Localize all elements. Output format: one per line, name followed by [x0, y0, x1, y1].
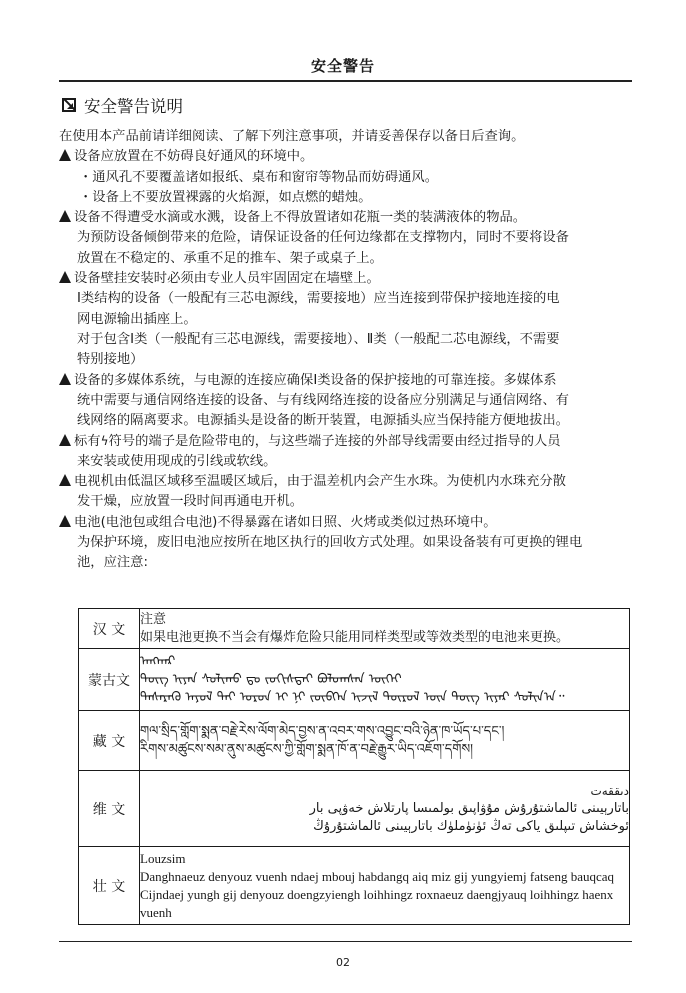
- continuation-line: 为保护环境，废旧电池应按所在地区执行的回收方式处理。如果设备装有可更换的锂电: [77, 534, 583, 550]
- language-label: 汉 文: [79, 609, 140, 649]
- table-row: [79, 711, 630, 771]
- section-title: 安全警告说明: [84, 97, 183, 116]
- continuation-line: 对于包含Ⅰ类（一般配有三芯电源线，需要接地）、Ⅱ类（一般配二芯电源线，不需要: [77, 331, 560, 347]
- warning-content: Louzsim Danghnaeuz denyouz vuenh ndaej mbouj habdangq aiq miz gij yungyiemj fatseng bauqcaq Cijndaej yungh gij denyouz doengzyiengh loihhingz roxnaeuz daengjyauq loihhingz haenx vuenh: [140, 847, 630, 925]
- continuation-line: 发干燥，应放置一段时间再通电开机。: [77, 494, 304, 510]
- warning-item: 电池(电池包或组合电池)不得暴露在诸如日照、火烤或类似过热环境中。: [59, 513, 635, 533]
- continuation-line: Ⅰ类结构的设备（一般配有三芯电源线，需要接地）应当连接到带保护接地连接的电: [77, 291, 560, 307]
- table-row: [79, 609, 630, 649]
- warning-content: གལ་སྲིད་གློག་སྨན་བརྗེ་རེས་ལོག་མེད་བྱས་ན་འབར་གས་འབྱུང་བའི་ཉེན་ཁ་ཡོད་པ་དང་། རིགས་མཚུངས་སམ་ནུས་མཚུངས་ཀྱི་གློག་སྨན་ཁོ་ན་བརྗེ་རྒྱུར་ཡིད་འཇོག་དགོས།: [140, 711, 630, 771]
- table-row: [79, 847, 630, 925]
- warning-triangle-icon: [59, 373, 71, 385]
- warning-triangle-icon: [59, 515, 71, 527]
- warning-triangle-icon: [59, 149, 71, 161]
- warning-content: ᠠᠩᠬᠠᠷ ᠲᠦᠭ ᠢᠶᠡᠨ ᠰᠣᠯᠢᠬᠤ ᠳᠤ ᠵᠣᠬᠢᠰᠲᠠᠢ ᠪᠣᠯᠤᠭᠰᠠᠨ ᠦᠭᠡᠢ ᠲᠡᠰᠡᠷᠡᠬᠦ ᠠᠶᠤᠯ ᠲᠠᠢ ᠤᠷᠤᠨ ᠢ ᠨᠢ ᠵᠥᠪᠬᠡᠨ ᠢᠵᠢᠯ ᠲᠥᠷᠥᠯ ᠦᠨ ᠲᠦᠭ ᠢᠶᠡᠷ ᠰᠣᠯᠢᠨ᠎ᠠ᠃: [140, 649, 630, 711]
- warning-item: 电视机由低温区域移至温暖区域后，由于温差机内会产生水珠。为使机内水珠充分散: [59, 472, 635, 492]
- arrow-square-icon: [62, 98, 76, 112]
- continuation-line: 统中需要与通信网络连接的设备、与有线网络连接的设备应分别满足与通信网络、有: [77, 392, 569, 408]
- warning-body: [59, 127, 635, 574]
- continuation-line: 放置在不稳定的、承重不足的推车、架子或桌子上。: [77, 250, 383, 266]
- language-label: 维 文: [79, 771, 140, 847]
- warning-item: 设备不得遭受水滴或水溅，设备上不得放置诸如花瓶一类的装满液体的物品。: [59, 208, 635, 228]
- warning-triangle-icon: [59, 474, 71, 486]
- lightning-bolt-icon: ϟ: [100, 434, 109, 449]
- table-row: [79, 771, 630, 847]
- warning-item: 标有ϟ符号的端子是危险带电的，与这些端子连接的外部导线需要由经过指导的人员: [59, 431, 635, 451]
- language-label: 藏 文: [79, 711, 140, 771]
- section-heading: [62, 94, 183, 116]
- sub-item: ・通风孔不要覆盖诸如报纸、桌布和窗帘等物品而妨碍通风。: [79, 169, 439, 185]
- warning-triangle-icon: [59, 210, 71, 222]
- continuation-line: 池，应注意:: [77, 555, 148, 571]
- sub-item: ・设备上不要放置裸露的火焰源，如点燃的蜡烛。: [79, 189, 372, 205]
- warning-content: دىققەت باتارېيىنى ئالماشتۇرۇش مۇۋاپىق بولمىسا پارتلاش خەۋپى بار ئوخشاش تىپلىق ياكى تەڭ ئۈنۈملۈك باتارېيىنى ئالماشتۇرۇڭ: [140, 771, 630, 847]
- warning-content: 注意 如果电池更换不当会有爆炸危险只能用同样类型或等效类型的电池来更换。: [140, 609, 630, 649]
- header-divider: [59, 80, 632, 82]
- page-header-title: 安全警告: [310, 57, 375, 75]
- warning-item: 设备壁挂安装时必须由专业人员牢固固定在墙壁上。: [59, 269, 635, 289]
- warning-item: 设备的多媒体系统，与电源的连接应确保Ⅰ类设备的保护接地的可靠连接。多媒体系: [59, 371, 635, 391]
- continuation-line: 特别接地）: [77, 352, 144, 368]
- language-label: 蒙古文: [79, 649, 140, 711]
- footer-divider: [59, 941, 632, 942]
- continuation-line: 网电源输出插座上。: [77, 311, 197, 327]
- intro-line: 在使用本产品前请详细阅读、了解下列注意事项，并请妥善保存以备日后查询。: [59, 129, 525, 144]
- page-number: 02: [336, 956, 350, 969]
- continuation-line: 为预防设备倾倒带来的危险，请保证设备的任何边缘都在支撑物内，同时不要将设备: [77, 230, 569, 246]
- battery-warning-table: [78, 608, 630, 925]
- language-label: 壮 文: [79, 847, 140, 925]
- table-row: [79, 649, 630, 711]
- warning-item: 设备应放置在不妨碍良好通风的环境中。: [59, 147, 635, 167]
- continuation-line: 线网络的隔离要求。电源插头是设备的断开装置，电源插头应当保持能方便地拔出。: [77, 413, 569, 429]
- warning-triangle-icon: [59, 271, 71, 283]
- warning-triangle-icon: [59, 434, 71, 446]
- continuation-line: 来安装或使用现成的引线或软线。: [77, 453, 277, 469]
